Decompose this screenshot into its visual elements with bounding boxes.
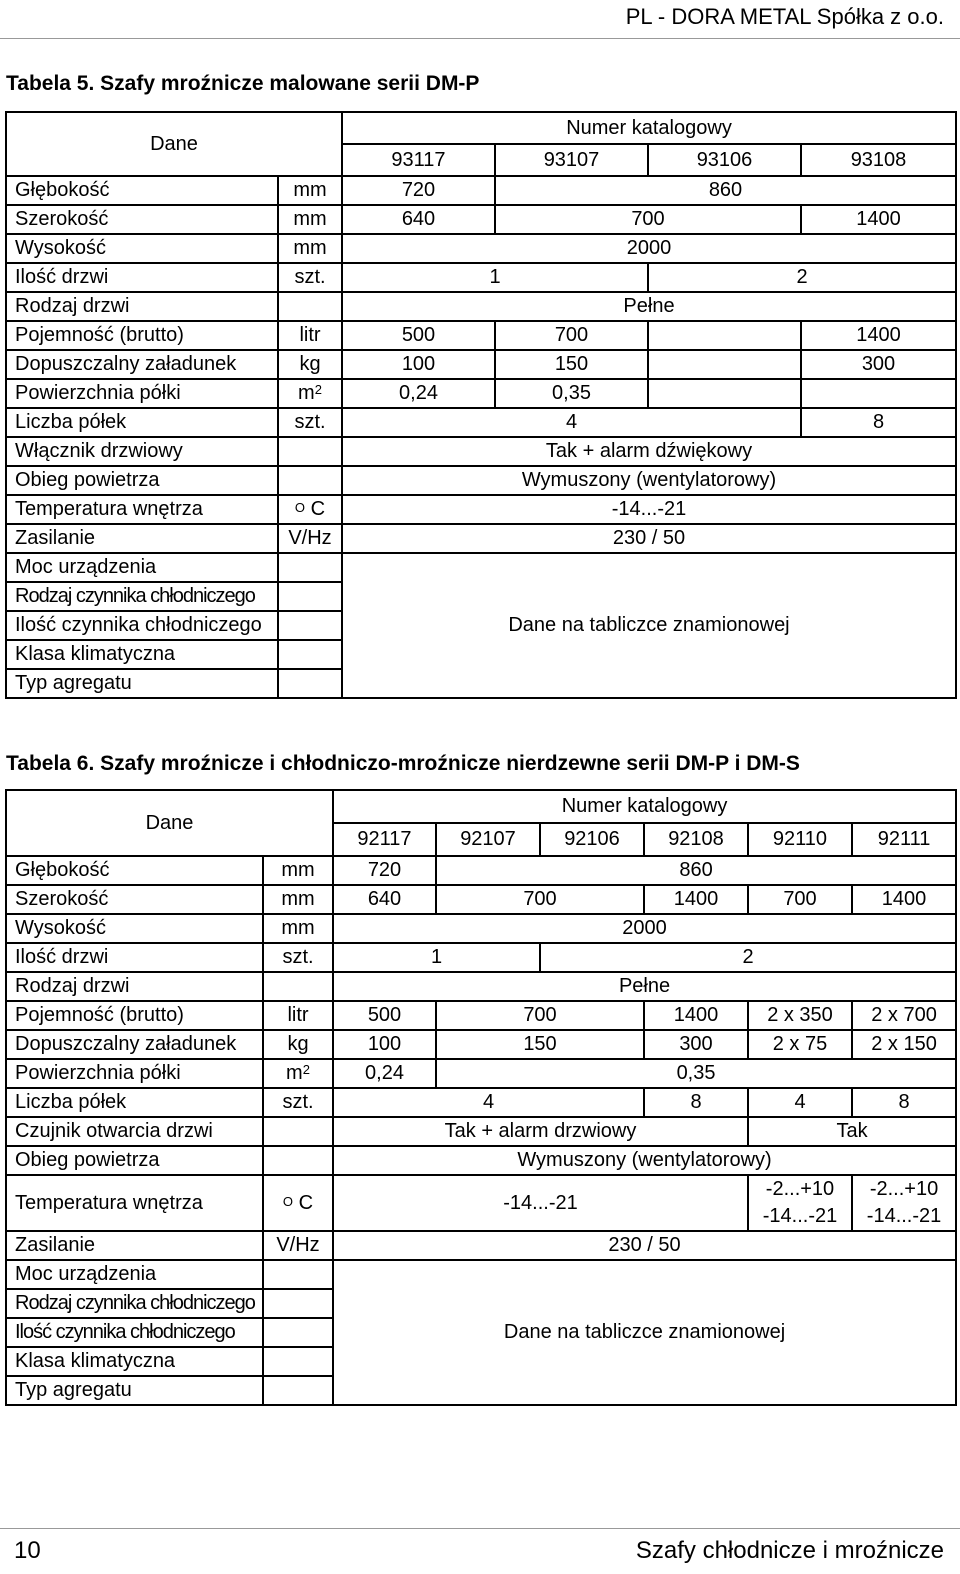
unit-superscript: 2 xyxy=(302,1062,310,1077)
row-label: Szerokość xyxy=(6,885,263,914)
row-unit: mm xyxy=(278,205,342,234)
row-unit xyxy=(278,611,342,640)
cell-value: Tak + alarm dźwiękowy xyxy=(342,437,956,466)
cell-value: 1 xyxy=(333,943,540,972)
row-unit xyxy=(263,1117,333,1146)
cell-value: 2 x 700 xyxy=(852,1001,956,1030)
row-unit xyxy=(278,437,342,466)
table-row xyxy=(6,205,956,234)
row-unit: V/Hz xyxy=(278,524,342,553)
row-label: Wysokość xyxy=(6,914,263,943)
temp-range-upper: -2...+10 xyxy=(869,1178,939,1200)
cell-value: 700 xyxy=(495,205,801,234)
cell-value: 860 xyxy=(436,856,956,885)
catalog-number: 92107 xyxy=(436,823,540,856)
table-row xyxy=(6,1001,956,1030)
dane-header: Dane xyxy=(6,112,342,176)
cell-value: 0,24 xyxy=(342,379,495,408)
table-row xyxy=(6,495,956,524)
temp-range-lower: -14...-21 xyxy=(866,1205,942,1227)
row-unit: V/Hz xyxy=(263,1231,333,1260)
row-label: Ilość czynnika chłodniczego xyxy=(6,611,278,640)
cell-value: 2 x 150 xyxy=(852,1030,956,1059)
row-unit: mm xyxy=(278,176,342,205)
row-unit xyxy=(278,379,342,408)
catalog-number: 93117 xyxy=(342,144,495,176)
row-unit: szt. xyxy=(263,943,333,972)
table-row xyxy=(6,408,956,437)
cell-empty xyxy=(648,350,801,379)
row-label: Temperatura wnętrza xyxy=(6,495,278,524)
table-row xyxy=(6,112,956,144)
numer-header: Numer katalogowy xyxy=(342,112,956,144)
row-label: Klasa klimatyczna xyxy=(6,1347,263,1376)
row-unit: szt. xyxy=(263,1088,333,1117)
cell-value: -14...-21 xyxy=(342,495,956,524)
row-unit xyxy=(278,582,342,611)
cell-value: 4 xyxy=(333,1088,644,1117)
cell-empty xyxy=(801,379,956,408)
table-row xyxy=(6,914,956,943)
cell-value: 0,35 xyxy=(495,379,648,408)
row-unit xyxy=(278,553,342,582)
cell-value: 1400 xyxy=(801,321,956,350)
temp-range-lower: -14...-21 xyxy=(762,1205,838,1227)
row-unit xyxy=(263,1376,333,1405)
unit-superscript: 2 xyxy=(314,382,322,397)
row-label: Rodzaj czynnika chłodniczego xyxy=(6,582,278,611)
temp-range-upper: -2...+10 xyxy=(765,1178,835,1200)
row-unit: mm xyxy=(263,856,333,885)
unit-base: m xyxy=(286,1062,303,1084)
header-divider xyxy=(0,38,960,39)
table-row xyxy=(6,437,956,466)
row-unit: litr xyxy=(263,1001,333,1030)
row-label: Dopuszczalny załadunek xyxy=(6,350,278,379)
cell-value: 700 xyxy=(748,885,852,914)
cell-value: 0,35 xyxy=(436,1059,956,1088)
row-unit: kg xyxy=(263,1030,333,1059)
unit-base: C xyxy=(310,498,326,520)
row-unit xyxy=(263,1260,333,1289)
row-label: Zasilanie xyxy=(6,1231,263,1260)
cell-value: 2000 xyxy=(333,914,956,943)
row-unit xyxy=(263,1347,333,1376)
cell-value: 2 xyxy=(540,943,956,972)
row-label: Ilość czynnika chłodniczego xyxy=(6,1318,263,1347)
table-row xyxy=(6,321,956,350)
cell-value: 230 / 50 xyxy=(342,524,956,553)
row-label: Zasilanie xyxy=(6,524,278,553)
table-row xyxy=(6,379,956,408)
table-row xyxy=(6,350,956,379)
cell-value: 720 xyxy=(342,176,495,205)
table-row xyxy=(6,234,956,263)
table-row xyxy=(6,856,956,885)
row-unit xyxy=(278,640,342,669)
page-header: PL - DORA METAL Spółka z o.o. xyxy=(625,4,944,29)
cell-value: 4 xyxy=(342,408,801,437)
row-unit xyxy=(263,1318,333,1347)
table6-caption: Tabela 6. Szafy mroźnicze i chłodniczo-mroźnicze nierdzewne serii DM-P i DM-S xyxy=(6,752,800,775)
cell-value: 0,24 xyxy=(333,1059,436,1088)
row-unit xyxy=(263,1289,333,1318)
degree-mark: O xyxy=(294,500,306,515)
cell-value: Pełne xyxy=(333,972,956,1001)
row-label: Obieg powietrza xyxy=(6,1146,263,1175)
cell-value: 2 x 350 xyxy=(748,1001,852,1030)
row-label: Wysokość xyxy=(6,234,278,263)
row-unit xyxy=(278,669,342,698)
row-label: Ilość drzwi xyxy=(6,943,263,972)
cell-value: 300 xyxy=(801,350,956,379)
numer-header: Numer katalogowy xyxy=(333,790,956,823)
row-label: Rodzaj drzwi xyxy=(6,292,278,321)
cell-value: 2000 xyxy=(342,234,956,263)
row-label: Dopuszczalny załadunek xyxy=(6,1030,263,1059)
cell-value: 150 xyxy=(436,1030,644,1059)
row-unit: mm xyxy=(263,885,333,914)
cell-value: 860 xyxy=(495,176,956,205)
row-unit xyxy=(278,495,342,524)
table6 xyxy=(5,789,957,1406)
cell-value: 1400 xyxy=(644,1001,748,1030)
table-row xyxy=(6,943,956,972)
cell-value: 100 xyxy=(342,350,495,379)
footer-divider xyxy=(0,1528,960,1529)
catalog-number: 92110 xyxy=(748,823,852,856)
row-unit: kg xyxy=(278,350,342,379)
cell-value: 640 xyxy=(342,205,495,234)
row-unit xyxy=(263,1059,333,1088)
row-label: Głębokość xyxy=(6,856,263,885)
cell-value: 300 xyxy=(644,1030,748,1059)
table-row xyxy=(6,1175,956,1231)
cell-value: 8 xyxy=(644,1088,748,1117)
cell-value: 700 xyxy=(495,321,648,350)
row-label: Moc urządzenia xyxy=(6,553,278,582)
cell-value: 1 xyxy=(342,263,648,292)
row-unit: litr xyxy=(278,321,342,350)
cell-empty xyxy=(648,321,801,350)
dane-header: Dane xyxy=(6,790,333,856)
row-unit xyxy=(263,972,333,1001)
row-unit xyxy=(278,466,342,495)
table-row xyxy=(6,263,956,292)
page-number: 10 xyxy=(14,1537,41,1564)
table-row xyxy=(6,885,956,914)
cell-empty xyxy=(648,379,801,408)
table-row xyxy=(6,176,956,205)
row-unit: mm xyxy=(278,234,342,263)
table-row xyxy=(6,1030,956,1059)
cell-value: 2 xyxy=(648,263,956,292)
cell-value: Tak xyxy=(748,1117,956,1146)
cell-value: Pełne xyxy=(342,292,956,321)
catalog-number: 93108 xyxy=(801,144,956,176)
cell-value: 1400 xyxy=(852,885,956,914)
row-label: Typ agregatu xyxy=(6,669,278,698)
cell-value: 230 / 50 xyxy=(333,1231,956,1260)
row-unit xyxy=(278,292,342,321)
row-label: Pojemność (brutto) xyxy=(6,321,278,350)
unit-base: m xyxy=(298,382,315,404)
cell-value: 8 xyxy=(801,408,956,437)
row-unit: mm xyxy=(263,914,333,943)
table5-caption: Tabela 5. Szafy mroźnicze malowane serii DM-P xyxy=(6,72,480,95)
cell-value: 700 xyxy=(436,1001,644,1030)
catalog-number: 93107 xyxy=(495,144,648,176)
cell-value: 720 xyxy=(333,856,436,885)
cell-value: 1400 xyxy=(801,205,956,234)
cell-value: 1400 xyxy=(644,885,748,914)
row-unit xyxy=(263,1175,333,1231)
row-label: Klasa klimatyczna xyxy=(6,640,278,669)
unit-base: C xyxy=(298,1191,314,1214)
row-label: Liczba półek xyxy=(6,408,278,437)
cell-value: 2 x 75 xyxy=(748,1030,852,1059)
footer-title: Szafy chłodnicze i mroźnicze xyxy=(635,1537,944,1564)
catalog-number: 92117 xyxy=(333,823,436,856)
cell-value: 150 xyxy=(495,350,648,379)
cell-value: -14...-21 xyxy=(333,1175,748,1231)
row-label: Powierzchnia półki xyxy=(6,379,278,408)
row-label: Pojemność (brutto) xyxy=(6,1001,263,1030)
row-label: Temperatura wnętrza xyxy=(6,1175,263,1231)
row-label: Rodzaj drzwi xyxy=(6,972,263,1001)
cell-value xyxy=(852,1175,956,1231)
cell-value: Tak + alarm drzwiowy xyxy=(333,1117,748,1146)
table-row xyxy=(6,972,956,1001)
cell-value: 500 xyxy=(333,1001,436,1030)
table-row xyxy=(6,1260,956,1289)
row-unit xyxy=(263,1146,333,1175)
row-label: Głębokość xyxy=(6,176,278,205)
cell-value: 4 xyxy=(748,1088,852,1117)
table-row xyxy=(6,1117,956,1146)
catalog-number: 93106 xyxy=(648,144,801,176)
row-unit: szt. xyxy=(278,263,342,292)
cell-value: 700 xyxy=(436,885,644,914)
table-row xyxy=(6,553,956,582)
catalog-number: 92111 xyxy=(852,823,956,856)
row-label: Czujnik otwarcia drzwi xyxy=(6,1117,263,1146)
row-label: Powierzchnia półki xyxy=(6,1059,263,1088)
table-row xyxy=(6,292,956,321)
cell-value: 640 xyxy=(333,885,436,914)
cell-value: 8 xyxy=(852,1088,956,1117)
row-label: Obieg powietrza xyxy=(6,466,278,495)
cell-value: Wymuszony (wentylatorowy) xyxy=(342,466,956,495)
catalog-number: 92106 xyxy=(540,823,644,856)
row-label: Włącznik drzwiowy xyxy=(6,437,278,466)
row-label: Rodzaj czynnika chłodniczego xyxy=(6,1289,263,1318)
row-label: Szerokość xyxy=(6,205,278,234)
row-label: Liczba półek xyxy=(6,1088,263,1117)
table-row xyxy=(6,524,956,553)
table-row xyxy=(6,466,956,495)
table5 xyxy=(5,111,957,699)
nameplate-note: Dane na tabliczce znamionowej xyxy=(333,1260,956,1405)
catalog-number: 92108 xyxy=(644,823,748,856)
cell-value: 100 xyxy=(333,1030,436,1059)
table-row xyxy=(6,1146,956,1175)
row-label: Typ agregatu xyxy=(6,1376,263,1405)
nameplate-note: Dane na tabliczce znamionowej xyxy=(342,553,956,698)
cell-value: 500 xyxy=(342,321,495,350)
table-row xyxy=(6,790,956,823)
row-label: Moc urządzenia xyxy=(6,1260,263,1289)
table-row xyxy=(6,1059,956,1088)
row-label: Ilość drzwi xyxy=(6,263,278,292)
row-unit: szt. xyxy=(278,408,342,437)
degree-mark: O xyxy=(282,1193,294,1209)
table-row xyxy=(6,1088,956,1117)
table-row xyxy=(6,1231,956,1260)
cell-value: Wymuszony (wentylatorowy) xyxy=(333,1146,956,1175)
cell-value xyxy=(748,1175,852,1231)
